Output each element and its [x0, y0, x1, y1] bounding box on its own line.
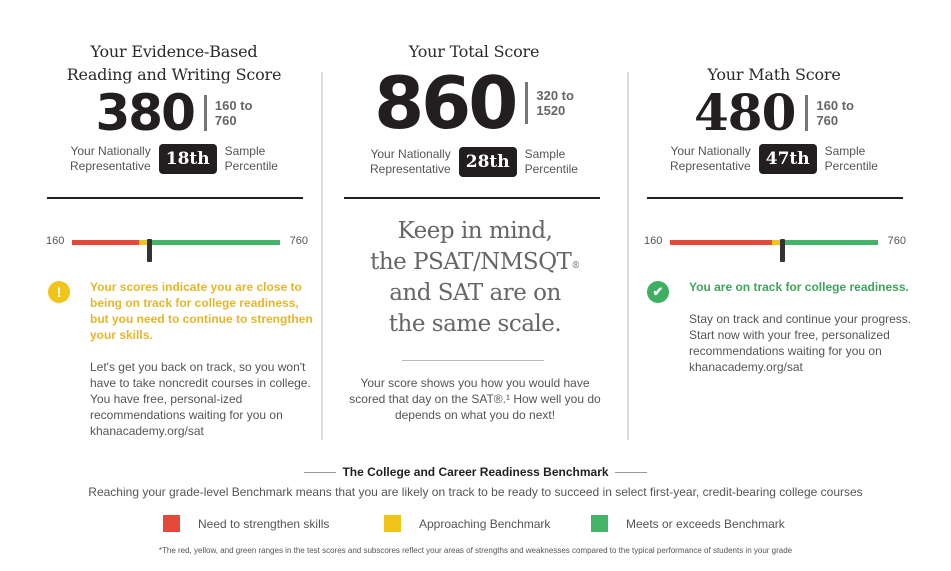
section-rule	[47, 197, 303, 199]
label-line: Your Nationally	[70, 144, 151, 158]
title-line: Your Evidence-Based	[90, 42, 258, 61]
status-body: Stay on track and continue your progress. Start now with your free, personalized recommendations waiting for you on khanacademy.org/sat	[689, 312, 912, 374]
gauge-yellow-segment	[772, 240, 780, 245]
range-line: 760	[816, 113, 839, 128]
percentile-label-left	[370, 147, 451, 177]
percentile-badge: 18th	[159, 144, 217, 174]
gauge-red-segment	[670, 240, 772, 245]
legend-item-need-strengthen	[163, 515, 329, 532]
gauge-max-label: 760	[887, 235, 906, 247]
percentile-badge: 47th	[759, 144, 817, 174]
percentile-label-left	[670, 144, 751, 174]
reminder-text: the PSAT/NMSQT	[370, 249, 572, 275]
math-title: Your Math Score	[707, 65, 841, 84]
title-line: Reading and Writing Score	[66, 65, 282, 84]
label-line: Representative	[70, 159, 151, 173]
label-line: Percentile	[824, 159, 878, 173]
range-line: 320 to	[536, 88, 574, 103]
total-score-note: Your score shows you how you would have scored that day on the SAT®.¹ How well you do depends on what you do next!	[349, 376, 601, 422]
score-range	[536, 88, 574, 118]
gauge-green-segment	[149, 240, 280, 245]
label-line: Representative	[670, 159, 751, 173]
gauge-track	[72, 240, 280, 245]
range-line: 160 to	[816, 98, 854, 113]
gauge-min-label: 160	[644, 235, 663, 247]
score-row	[334, 63, 614, 143]
gauge-track	[670, 240, 878, 245]
legend-item-meets	[591, 515, 785, 532]
gauge-green-segment	[780, 240, 878, 245]
same-scale-reminder	[344, 216, 606, 340]
reminder-divider	[402, 360, 544, 361]
gauge-score-marker	[147, 239, 152, 262]
benchmark-subtitle: Reaching your grade-level Benchmark means that you are likely on track to be ready to succeed in select first-year, credit-bearing college courses	[88, 485, 863, 499]
benchmark-title-text: The College and Career Readiness Benchmark	[342, 465, 609, 479]
label-line: Percentile	[524, 162, 578, 176]
section-rule	[647, 197, 903, 199]
reading-writing-gauge	[46, 231, 308, 253]
title-dash	[615, 472, 647, 473]
label-line: Percentile	[224, 159, 278, 173]
total-score: 860	[374, 61, 516, 145]
status-headline: You are on track for college readiness.	[689, 280, 909, 294]
range-line: 1520	[536, 103, 566, 118]
reminder-line: Keep in mind,	[397, 218, 553, 244]
title-dash	[304, 472, 336, 473]
status-headline: Your scores indicate you are close to being on track for college readiness, but you need to continue to strengthen your skills.	[90, 280, 313, 342]
reminder-line: the same scale.	[388, 311, 562, 337]
percentile-badge: 28th	[459, 147, 517, 177]
percentile-label-right	[825, 144, 878, 174]
exclamation-icon: !	[48, 281, 70, 303]
percentile-label-right	[525, 147, 578, 177]
label-line: Your Nationally	[670, 144, 751, 158]
section-rule	[344, 197, 600, 199]
total-score-panel	[334, 0, 614, 177]
legend-item-approaching	[384, 515, 550, 532]
green-swatch	[591, 515, 608, 532]
score-range	[816, 98, 854, 128]
reading-writing-status	[48, 279, 318, 439]
yellow-swatch	[384, 515, 401, 532]
legend-label: Meets or exceeds Benchmark	[626, 516, 785, 531]
range-line: 760	[214, 113, 237, 128]
score-row	[34, 86, 314, 140]
status-body: Let's get you back on track, so you won't have to take noncredit courses in college. You have free, personal-ized recommendations waiting for you on khanacademy.org/sat	[90, 360, 311, 438]
gauge-red-segment	[72, 240, 139, 245]
reading-writing-title	[34, 40, 314, 86]
label-line: Sample	[224, 144, 266, 158]
math-score-panel	[634, 0, 914, 174]
label-line: Sample	[824, 144, 866, 158]
score-separator	[805, 95, 808, 131]
percentile-label-left	[70, 144, 151, 174]
score-range	[215, 98, 253, 128]
label-line: Representative	[370, 162, 451, 176]
column-divider	[321, 72, 323, 440]
gauge-min-label: 160	[46, 235, 65, 247]
percentile-label-right	[225, 144, 278, 174]
registered-mark: ®	[571, 261, 580, 271]
math-status	[647, 279, 917, 375]
gauge-max-label: 760	[289, 235, 308, 247]
reading-writing-score: 380	[95, 84, 194, 142]
math-score: 480	[694, 83, 796, 142]
legend-label: Need to strengthen skills	[198, 516, 330, 531]
benchmark-title	[0, 465, 951, 479]
reminder-line: and SAT are on	[389, 280, 561, 306]
reminder-line	[344, 247, 606, 278]
percentile-row	[34, 144, 314, 174]
percentile-row	[634, 144, 914, 174]
column-divider	[627, 72, 629, 440]
percentile-row	[334, 147, 614, 177]
gauge-score-marker	[780, 239, 785, 262]
score-separator	[525, 82, 528, 124]
checkmark-icon: ✔	[647, 281, 669, 303]
range-line: 160 to	[214, 98, 253, 113]
footnote: *The red, yellow, and green ranges in the test scores and subscores reflect your areas of strengths and weaknesses compared to the typical performance of students in your grade	[158, 546, 793, 555]
red-swatch	[163, 515, 180, 532]
total-title: Your Total Score	[408, 42, 540, 61]
score-separator	[204, 95, 207, 131]
legend-label: Approaching Benchmark	[419, 516, 551, 531]
math-gauge	[644, 231, 906, 253]
label-line: Sample	[524, 147, 566, 161]
score-row	[634, 83, 914, 142]
label-line: Your Nationally	[370, 147, 451, 161]
reading-writing-score-panel	[34, 0, 314, 174]
